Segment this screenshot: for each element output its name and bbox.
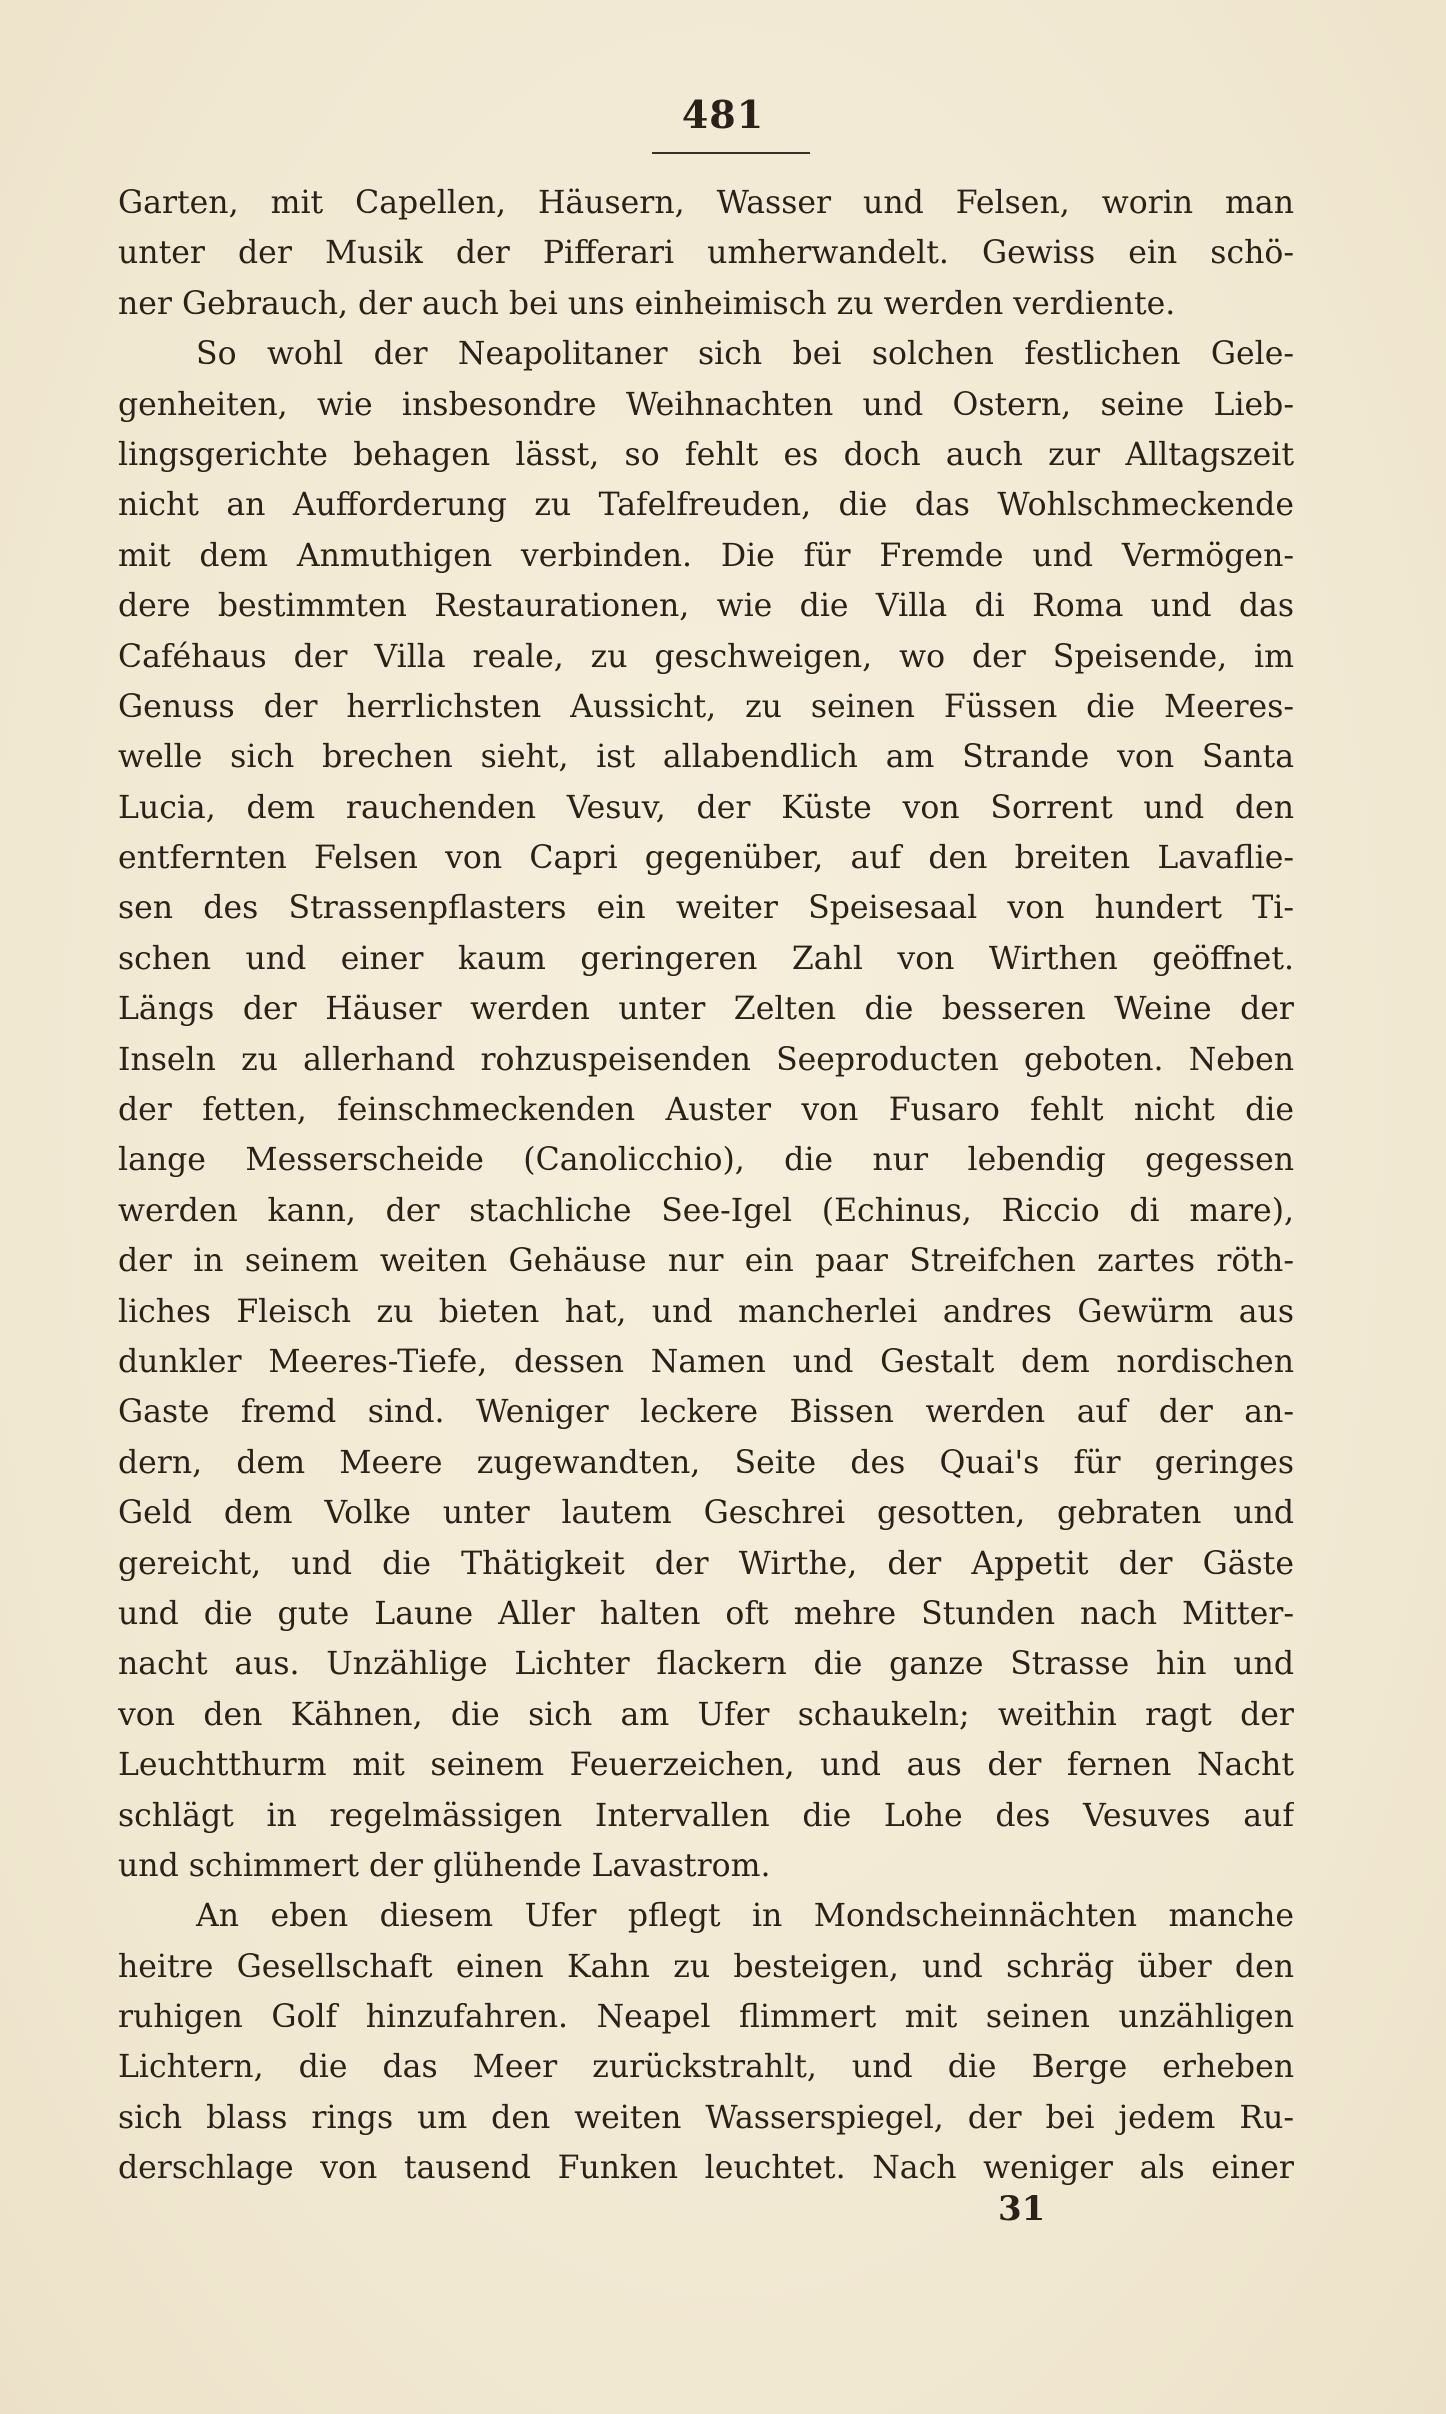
text-line: sen des Strassenpflasters ein weiter Speisesaal von hundert Ti- [118,890,1294,927]
text-line: Geld dem Volke unter lautem Geschrei gesotten, gebraten und [118,1495,1294,1532]
text-line: Garten, mit Capellen, Häusern, Wasser und Felsen, worin man [118,185,1294,221]
text-line: ruhigen Golf hinzufahren. Neapel flimmert mit seinen unzähligen [118,1999,1294,2036]
text-line: und schimmert der glühende Lavastrom. [118,1847,771,1884]
text-line: dunkler Meeres-Tiefe, dessen Namen und Gestalt dem nordischen [118,1343,1294,1380]
text-line: Leuchtthurm mit seinem Feuerzeichen, und aus der fernen Nacht [118,1747,1294,1784]
text-line: genheiten, wie insbesondre Weihnachten und Ostern, seine Lieb- [118,386,1294,423]
text-line: heitre Gesellschaft einen Kahn zu besteigen, und schräg über den [118,1948,1294,1985]
text-line: werden kann, der stachliche See-Igel (Echinus, Riccio di mare), [118,1192,1294,1229]
text-line: An eben diesem Ufer pflegt in Mondscheinnächten manche [196,1898,1294,1935]
text-line: dere bestimmten Restaurationen, wie die Villa di Roma und das [118,588,1294,625]
text-line: schen und einer kaum geringeren Zahl von Wirthen geöffnet. [118,940,1294,977]
text-line: nacht aus. Unzählige Lichter flackern die ganze Strasse hin und [118,1646,1294,1683]
text-line: dern, dem Meere zugewandten, Seite des Quai's für geringes [118,1444,1294,1481]
text-line: Caféhaus der Villa reale, zu geschweigen, wo der Speisende, im [118,638,1294,675]
text-line: Inseln zu allerhand rohzuspeisenden Seeproducten geboten. Neben [118,1041,1294,1078]
text-line: Lichtern, die das Meer zurückstrahlt, und die Berge erheben [118,2049,1294,2086]
text-line: von den Kähnen, die sich am Ufer schaukeln; weithin ragt der [118,1696,1294,1733]
text-line: Lucia, dem rauchenden Vesuv, der Küste von Sorrent und den [118,789,1294,826]
text-line: unter der Musik der Pifferari umherwandelt. Gewiss ein schö- [118,235,1294,272]
text-line: liches Fleisch zu bieten hat, und mancherlei andres Gewürm aus [118,1293,1294,1330]
text-line: entfernten Felsen von Capri gegenüber, auf den breiten Lavaflie- [118,840,1294,877]
text-line: mit dem Anmuthigen verbinden. Die für Fremde und Vermögen- [118,537,1294,574]
text-line: der in seinem weiten Gehäuse nur ein paar Streifchen zartes röth- [118,1243,1294,1280]
text-line: gereicht, und die Thätigkeit der Wirthe, der Appetit der Gäste [118,1545,1294,1582]
signature-mark: 31 [998,2189,1046,2229]
text-line: welle sich brechen sieht, ist allabendlich am Strande von Santa [118,739,1294,776]
text-line: So wohl der Neapolitaner sich bei solchen festlichen Gele- [196,336,1294,373]
text-line: schlägt in regelmässigen Intervallen die Lohe des Vesuves auf [118,1797,1294,1834]
text-line: nicht an Aufforderung zu Tafelfreuden, die das Wohlschmeckende [118,487,1294,524]
text-line: lingsgerichte behagen lässt, so fehlt es doch auch zur Alltagszeit [118,436,1294,473]
text-line: Längs der Häuser werden unter Zelten die besseren Weine der [118,991,1294,1028]
text-line: Genuss der herrlichsten Aussicht, zu seinen Füssen die Meeres- [118,688,1294,725]
text-line: und die gute Laune Aller halten oft mehre Stunden nach Mitter- [118,1595,1294,1632]
text-line: derschlage von tausend Funken leuchtet. Nach weniger als einer [118,2150,1294,2187]
text-line: sich blass rings um den weiten Wasserspiegel, der bei jedem Ru- [118,2099,1294,2136]
header-rule [652,152,810,154]
text-line: ner Gebrauch, der auch bei uns einheimisch zu werden verdiente. [118,285,1176,322]
text-line: Gaste fremd sind. Weniger leckere Bissen werden auf der an- [118,1394,1294,1431]
page-number: 481 [681,92,765,137]
text-line: lange Messerscheide (Canolicchio), die nur lebendig gegessen [118,1142,1294,1179]
text-line: der fetten, feinschmeckenden Auster von Fusaro fehlt nicht die [118,1092,1294,1129]
body-text [118,178,1294,2194]
